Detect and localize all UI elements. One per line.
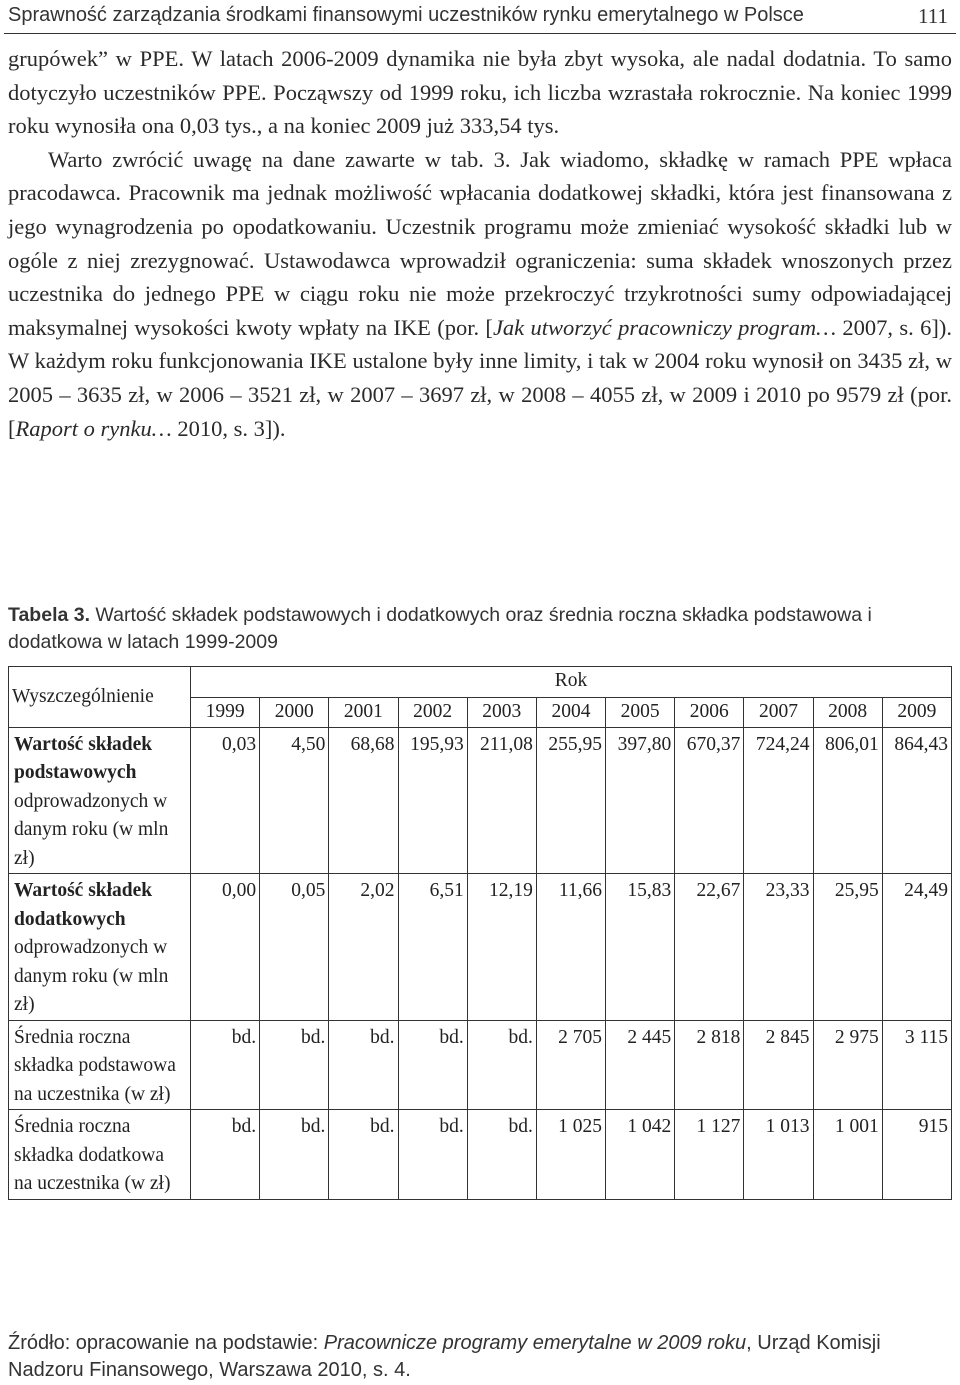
running-header xyxy=(8,4,952,30)
running-header-title: Sprawność zarządzania środkami finansowymi uczestników rynku emerytalnego w Polsce xyxy=(8,4,804,26)
header-divider xyxy=(4,33,956,34)
column-header-year: 2003 xyxy=(467,698,536,728)
table-cell: 6,51 xyxy=(398,874,467,1021)
page-number: 111 xyxy=(918,4,948,28)
table-cell: 23,33 xyxy=(744,874,813,1021)
table-cell: bd. xyxy=(467,1020,536,1110)
column-header-year: 2005 xyxy=(606,698,675,728)
table-cell: 15,83 xyxy=(606,874,675,1021)
table-caption-label: Tabela 3. xyxy=(8,604,91,626)
row-label-text: Średnia roczna składka podstawowa na uczestnika (w zł) xyxy=(14,1026,176,1105)
table-cell: 670,37 xyxy=(675,727,744,874)
table-cell: 22,67 xyxy=(675,874,744,1021)
table-row xyxy=(9,874,952,1021)
paragraph-2-part-c: 2010, s. 3]). xyxy=(171,415,286,441)
table-cell: bd. xyxy=(467,1110,536,1200)
table-cell: bd. xyxy=(329,1110,398,1200)
column-header-year: 2004 xyxy=(536,698,605,728)
citation-2: Raport o rynku… xyxy=(15,415,172,441)
data-table xyxy=(8,666,952,1200)
table-cell: bd. xyxy=(398,1020,467,1110)
table-cell: bd. xyxy=(260,1020,329,1110)
table-cell: 1 025 xyxy=(536,1110,605,1200)
table-cell: 3 115 xyxy=(882,1020,951,1110)
column-header-year: 2009 xyxy=(882,698,951,728)
table-cell: 11,66 xyxy=(536,874,605,1021)
row-label xyxy=(9,874,191,1021)
column-header-year: 2001 xyxy=(329,698,398,728)
paragraph-2-part-b: 2007, s. 6]). W każdym roku funkcjonowania IKE ustalone były inne limity, i tak w 2004 roku wynosił on 3435 zł, w 2005 – 3635 zł, w 2006 – 3521 zł, w 2007 – 3697 zł, w 2008 – 4055 zł, w 2009 i 2010 po 9579 zł (por. [ xyxy=(8,314,952,441)
row-label-text: odprowadzonych w danym roku (w mln zł) xyxy=(14,937,169,1015)
table-row xyxy=(9,1020,952,1110)
source-rest: , Urząd Komisji Nadzoru Finansowego, Warszawa 2010, s. 4. xyxy=(8,1332,881,1381)
table-cell: 1 013 xyxy=(744,1110,813,1200)
column-header-description: Wyszczególnienie xyxy=(9,667,191,728)
source-label: Źródło: opracowanie na podstawie: xyxy=(8,1332,324,1354)
table-cell: 1 001 xyxy=(813,1110,882,1200)
row-label xyxy=(9,727,191,874)
row-label xyxy=(9,1020,191,1110)
table-cell: 397,80 xyxy=(606,727,675,874)
table-cell: 4,50 xyxy=(260,727,329,874)
column-header-year: 2002 xyxy=(398,698,467,728)
table-cell: bd. xyxy=(191,1110,260,1200)
table-cell: 25,95 xyxy=(813,874,882,1021)
table-cell: 864,43 xyxy=(882,727,951,874)
table-cell: 2 705 xyxy=(536,1020,605,1110)
table-body xyxy=(9,727,952,1199)
table-cell: 1 127 xyxy=(675,1110,744,1200)
body-text xyxy=(8,42,952,445)
row-label xyxy=(9,1110,191,1200)
table-header-row-group xyxy=(9,667,952,698)
table-cell: 0,05 xyxy=(260,874,329,1021)
table-cell: bd. xyxy=(398,1110,467,1200)
table-cell: bd. xyxy=(329,1020,398,1110)
table-caption-text: Wartość składek podstawowych i dodatkowych oraz średnia roczna składka podstawowa i dodatkowa w latach 1999-2009 xyxy=(8,604,872,653)
paragraph-2-part-a: Warto zwrócić uwagę na dane zawarte w tab. 3. Jak wiadomo, składkę w ramach PPE wpłaca pracodawca. Pracownik ma jednak możliwość wpłacania dodatkowej składki, która jest finansowana z jego wynagrodzenia po opodatkowaniu. Uczestnik programu może zmieniać wysokość składki lub w ogóle z niej zrezygnować. Ustawodawca wprowadził ograniczenia: suma składek wnoszonych przez uczestnika do jednego PPE w ciągu roku nie może przekroczyć trzykrotności sumy odpowiadającej maksymalnej wysokości kwoty wpłaty na IKE (por. [ xyxy=(8,146,952,340)
table-cell: 255,95 xyxy=(536,727,605,874)
table-cell: 2 845 xyxy=(744,1020,813,1110)
table-caption xyxy=(8,602,952,656)
column-header-year: 2007 xyxy=(744,698,813,728)
row-label-bold: Wartość składek podstawowych xyxy=(14,733,153,783)
source-note xyxy=(8,1330,952,1384)
column-header-year: 2006 xyxy=(675,698,744,728)
source-title: Pracownicze programy emerytalne w 2009 roku xyxy=(323,1332,747,1354)
row-label-text: Średnia roczna składka dodatkowa na uczestnika (w zł) xyxy=(14,1116,171,1194)
table-cell: 1 042 xyxy=(606,1110,675,1200)
table-cell: 2 445 xyxy=(606,1020,675,1110)
column-header-year: 1999 xyxy=(191,698,260,728)
row-label-text: odprowadzonych w danym roku (w mln zł) xyxy=(14,790,169,869)
table-cell: 2 975 xyxy=(813,1020,882,1110)
table-cell: bd. xyxy=(260,1110,329,1200)
column-header-year: 2000 xyxy=(260,698,329,728)
row-label-bold: Wartość składek dodatkowych xyxy=(14,880,153,930)
table-cell: 12,19 xyxy=(467,874,536,1021)
table-row xyxy=(9,727,952,874)
citation-1: Jak utworzyć pracowniczy program… xyxy=(492,314,837,340)
column-header-year-group: Rok xyxy=(191,667,952,698)
paragraph-1: grupówek” w PPE. W latach 2006-2009 dynamika nie była zbyt wysoka, ale nadal dodatnia. To samo dotyczyło uczestników PPE. Począwszy od 1999 roku, ich liczba wzrastała rokrocznie. Na koniec 1999 roku wynosiła ona 0,03 tys., a na koniec 2009 już 333,54 tys. xyxy=(8,46,952,139)
table-cell: 2,02 xyxy=(329,874,398,1021)
table-cell: bd. xyxy=(191,1020,260,1110)
table-cell: 195,93 xyxy=(398,727,467,874)
table-cell: 24,49 xyxy=(882,874,951,1021)
table-cell: 806,01 xyxy=(813,727,882,874)
column-header-year: 2008 xyxy=(813,698,882,728)
table-cell: 0,00 xyxy=(191,874,260,1021)
table-cell: 68,68 xyxy=(329,727,398,874)
table-cell: 915 xyxy=(882,1110,951,1200)
table-row xyxy=(9,1110,952,1200)
table-cell: 211,08 xyxy=(467,727,536,874)
table-cell: 2 818 xyxy=(675,1020,744,1110)
table-cell: 724,24 xyxy=(744,727,813,874)
paragraph-2 xyxy=(8,143,952,445)
table-cell: 0,03 xyxy=(191,727,260,874)
